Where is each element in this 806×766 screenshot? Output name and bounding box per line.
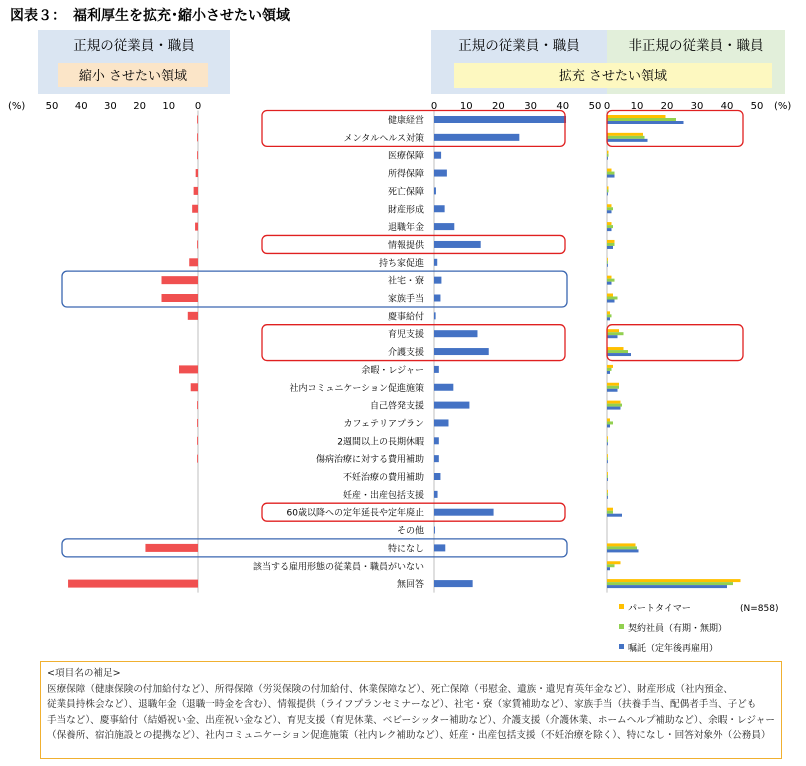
part-timer-bar (607, 418, 610, 421)
category-label: カフェテリアプラン (343, 419, 424, 430)
part-timer-bar (607, 311, 610, 314)
category-label: メンタルヘルス対策 (343, 133, 424, 144)
category-label: 健康経営 (387, 116, 424, 126)
expand-regular-bar (434, 402, 469, 409)
category-label: 家族手当 (387, 294, 424, 305)
reduce-bar (197, 419, 198, 427)
expand-regular-bar (434, 295, 440, 302)
expand-regular-bar (434, 116, 566, 123)
shokutaku-bar (607, 514, 622, 517)
part-timer-bar (607, 543, 636, 546)
notes-line-4: （保養所、宿泊施設との提携など）、社内コミュニケーション促進施策（社内レク補助など）、妊産・出産包括支援（不妊治療を除く）、特になし・回答対象外（公務員） (47, 730, 771, 742)
category-label: 退職年金 (387, 223, 424, 234)
mid-axis-tick: 30 (524, 101, 537, 112)
shokutaku-bar (607, 496, 608, 499)
part-timer-bar (607, 508, 613, 511)
contract-bar (607, 350, 628, 353)
contract-bar (607, 457, 608, 460)
left-unit-label: (%) (8, 101, 26, 112)
category-label: 社内コミュニケーション促進施策 (289, 383, 424, 394)
legend-label-shokutaku: 嘱託（定年後再雇用） (628, 644, 719, 654)
contract-bar (607, 279, 615, 282)
category-label: 介護支援 (387, 348, 424, 359)
reduce-bar (197, 401, 198, 409)
contract-bar (607, 404, 622, 407)
part-timer-bar (607, 579, 741, 582)
expand-regular-bar (434, 455, 439, 462)
reduce-bar (189, 258, 198, 266)
legend-label-contract: 契約社員（有期・無期） (628, 624, 728, 634)
part-timer-bar (607, 240, 615, 243)
left-sub-label: 縮小 させたい領域 (78, 69, 188, 84)
expand-regular-bar (434, 134, 519, 141)
part-timer-bar (607, 186, 609, 189)
right-axis-tick: 30 (690, 101, 704, 112)
expand-regular-bar (434, 348, 489, 355)
shokutaku-bar (607, 478, 608, 481)
highlight-box-blue (62, 539, 567, 557)
expand-regular-bar (434, 527, 435, 534)
legend-label-part: パートタイマー (628, 604, 691, 614)
category-label: その他 (396, 526, 424, 537)
shokutaku-bar (607, 246, 613, 249)
category-label: 慶事給付 (387, 312, 424, 323)
category-label: 該当する雇用形態の従業員・職員がいない (252, 562, 424, 573)
shokutaku-bar (607, 139, 648, 142)
category-label: 医療保障 (387, 151, 424, 162)
shokutaku-bar (607, 157, 608, 160)
part-timer-bar (607, 347, 624, 350)
expand-regular-bar (434, 152, 441, 159)
expand-regular-bar (434, 223, 454, 230)
legend-swatch-part (619, 604, 624, 609)
expand-nonregular-bars (607, 115, 741, 588)
reduce-bar (197, 116, 198, 124)
part-timer-bar (607, 294, 613, 297)
shokutaku-bar (607, 353, 631, 356)
left-group-label: 正規の従業員・職員 (73, 38, 195, 54)
contract-bar (607, 439, 608, 442)
left-axis-tick: 50 (45, 101, 59, 112)
category-label: 育児支援 (387, 330, 424, 341)
contract-bar (607, 225, 613, 228)
shokutaku-bar (607, 300, 615, 303)
reduce-bar (191, 383, 198, 391)
shokutaku-bar (607, 175, 615, 178)
expand-regular-bar (434, 384, 453, 391)
contract-bar (607, 386, 619, 389)
reduce-bar (194, 187, 198, 195)
left-axis-tick: 0 (194, 101, 202, 112)
part-timer-bar (607, 401, 621, 404)
mid-axis-tick: 50 (588, 101, 602, 112)
category-label: 2週間以上の長期休暇 (337, 437, 424, 448)
part-timer-bar (607, 329, 619, 332)
category-label: 妊産・出産包括支援 (342, 490, 424, 501)
category-label: 所得保障 (387, 169, 424, 180)
expand-regular-bar (434, 241, 481, 248)
expand-regular-bar (434, 437, 439, 444)
category-label: 持ち家促進 (378, 258, 424, 269)
contract-bar (607, 297, 618, 300)
reduce-bar (197, 455, 198, 463)
expand-regular-bar (434, 419, 448, 426)
contract-bar (607, 243, 615, 246)
expand-regular-bar (434, 187, 436, 194)
shokutaku-bar (607, 371, 610, 374)
shokutaku-bar (607, 460, 608, 463)
reduce-bar (68, 580, 198, 588)
contract-bar (607, 582, 733, 585)
contract-bar (607, 136, 645, 139)
expand-regular-bar (434, 473, 440, 480)
shokutaku-bar (607, 549, 639, 552)
mid-axis-tick: 40 (556, 101, 570, 112)
reduce-bar (197, 133, 198, 141)
part-timer-bar (607, 204, 612, 207)
category-label: 死亡保障 (387, 187, 424, 198)
part-timer-bar (607, 490, 608, 493)
legend-swatch-contract (619, 624, 624, 629)
contract-bar (607, 475, 608, 478)
shokutaku-bar (607, 228, 612, 231)
shokutaku-bar (607, 210, 612, 213)
expand-regular-bar (434, 312, 436, 319)
expand-regular-bar (434, 544, 445, 551)
category-label: 特になし (387, 544, 424, 555)
chart-title: 図表３： 福利厚生を拡充･縮小させたい領域 (10, 8, 290, 24)
part-timer-bar (607, 365, 613, 368)
reduce-bar (197, 151, 198, 159)
part-timer-bar (607, 276, 612, 279)
expand-regular-bars (434, 116, 566, 587)
notes-line-3: 手当など）、慶事給付（結婚祝い金、出産祝い金など）、育児支援（育児休業、ベビーシッター補助など）、介護支援（介護休業、ホームヘルプ補助など）、余暇・レジャー (47, 714, 775, 726)
right-axis-tick: 10 (630, 101, 644, 112)
category-label: 自己啓発支援 (369, 401, 424, 412)
expand-regular-bar (434, 366, 439, 373)
notes-heading: <項目名の補足> (47, 668, 121, 679)
part-timer-bar (607, 454, 608, 457)
category-label: 社宅・寮 (387, 276, 424, 287)
shokutaku-bar (607, 389, 618, 392)
category-label: 60歳以降への定年延長や定年廃止 (286, 508, 424, 519)
contract-bar (607, 493, 608, 496)
contract-bar (607, 172, 615, 175)
contract-bar (607, 189, 609, 192)
part-timer-bar (607, 436, 608, 439)
category-label: 余暇・レジャー (361, 365, 424, 376)
mid-axis-tick: 20 (492, 101, 505, 112)
shokutaku-bar (607, 567, 610, 570)
notes-line-2: 従業員持株会など）、退職年金（退職一時金を含む）、情報提供（ライフプランセミナーなど）、社宅・寮（家賃補助など）、家族手当（扶養手当、配偶者手当、子ども (47, 699, 757, 711)
expand-regular-bar (434, 580, 473, 587)
shokutaku-bar (607, 317, 610, 320)
mid-group-label: 正規の従業員・職員 (458, 38, 580, 54)
contract-bar (607, 421, 613, 424)
left-axis-tick: 10 (162, 101, 176, 112)
contract-bar (607, 564, 615, 567)
expand-regular-bar (434, 277, 441, 284)
part-timer-bar (607, 472, 608, 475)
shokutaku-bar (607, 282, 612, 285)
category-label: 財産形成 (387, 205, 424, 216)
contract-bar (607, 511, 613, 514)
legend (619, 603, 727, 654)
reduce-bar (197, 240, 198, 248)
right-unit-label: (%) (774, 101, 792, 112)
part-timer-bar (607, 383, 619, 386)
shokutaku-bar (607, 407, 621, 410)
shokutaku-bar (607, 335, 618, 338)
part-timer-bar (607, 222, 612, 225)
highlight-box-blue (62, 271, 567, 307)
reduce-bar (196, 169, 198, 177)
shokutaku-bar (607, 264, 608, 267)
notes-line-1: 医療保障（健康保険の付加給付など）、所得保障（労災保険の付加給付、休業保障など）、死亡保障（弔慰金、遺族・遺児育英年金など）、財産形成（社内預金、 (47, 683, 733, 695)
expand-regular-bar (434, 491, 438, 498)
contract-bar (607, 546, 637, 549)
part-timer-bar (607, 258, 608, 261)
category-label: 傷病治療に対する費用補助 (315, 455, 424, 466)
contract-bar (607, 332, 624, 335)
left-axis-tick: 20 (133, 101, 146, 112)
shokutaku-bar (607, 121, 684, 124)
left-axis-tick: 30 (104, 101, 117, 112)
reduce-bars (68, 116, 198, 588)
category-label: 無回答 (396, 580, 424, 591)
part-timer-bar (607, 169, 612, 172)
part-timer-bar (607, 115, 666, 118)
right-axis-tick: 40 (720, 101, 734, 112)
category-label: 情報提供 (387, 240, 424, 251)
right-sub-label: 拡充 させたい領域 (558, 69, 668, 84)
reduce-bar (188, 312, 198, 320)
reduce-bar (145, 544, 198, 552)
shokutaku-bar (607, 192, 608, 195)
mid-axis-tick: 10 (459, 101, 473, 112)
reduce-bar (195, 223, 198, 231)
left-axis-tick: 40 (74, 101, 88, 112)
reduce-bar (192, 205, 198, 213)
right-axis-tick: 20 (660, 101, 674, 112)
contract-bar (607, 118, 676, 121)
contract-bar (607, 368, 612, 371)
reduce-bar (162, 294, 199, 302)
expand-regular-bar (434, 170, 447, 177)
part-timer-bar (607, 133, 643, 136)
part-timer-bar (607, 151, 609, 154)
reduce-bar (179, 365, 198, 373)
category-label: 不妊治療の費用補助 (342, 473, 424, 483)
contract-bar (607, 154, 609, 157)
category-labels (253, 114, 425, 590)
contract-bar (607, 207, 613, 210)
reduce-bar (162, 276, 199, 284)
contract-bar (607, 261, 608, 264)
legend-swatch-shokutaku (619, 644, 624, 649)
right-axis-tick: 50 (750, 101, 764, 112)
right-axis-tick: 0 (603, 101, 611, 112)
notes-box (40, 661, 782, 759)
right-group-label: 非正規の従業員・職員 (628, 38, 764, 54)
contract-bar (607, 314, 612, 317)
reduce-bar (197, 437, 198, 445)
sample-size-label: (N=858) (740, 604, 779, 614)
expand-regular-bar (434, 205, 445, 212)
expand-regular-bar (434, 330, 477, 337)
expand-regular-bar (434, 259, 437, 266)
shokutaku-bar (607, 585, 727, 588)
part-timer-bar (607, 561, 621, 564)
shokutaku-bar (607, 442, 608, 445)
shokutaku-bar (607, 424, 610, 427)
expand-regular-bar (434, 509, 494, 516)
mid-axis-tick: 0 (430, 101, 438, 112)
